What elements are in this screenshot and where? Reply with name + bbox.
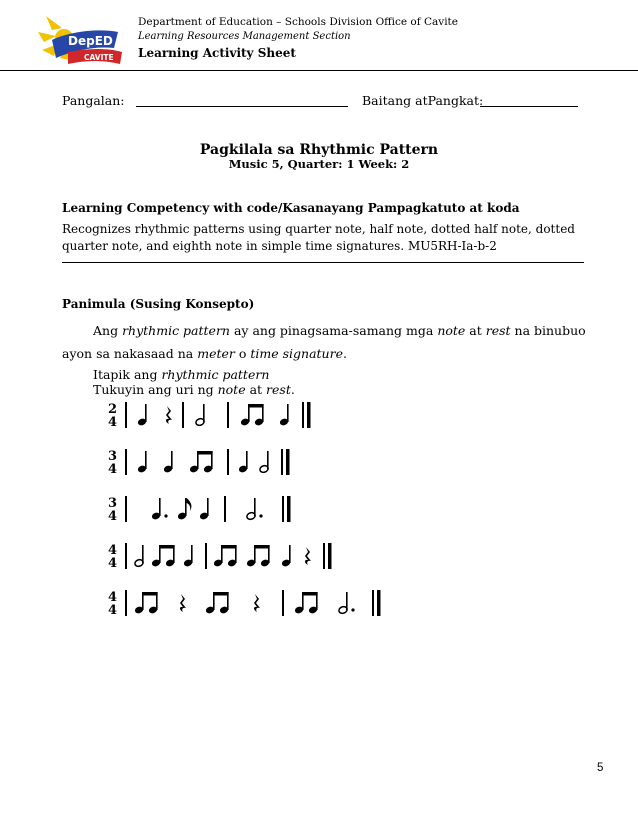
time-signature-top: 3 <box>108 496 118 511</box>
dotted-quarter-note <box>151 498 161 520</box>
barline <box>227 449 229 475</box>
grade-label: Baitang atPangkat: <box>362 93 484 108</box>
barline <box>282 590 284 616</box>
quarter-note <box>183 545 193 567</box>
eighth-note <box>177 498 191 520</box>
rhythm-patterns <box>106 400 406 630</box>
svg-text:DepED: DepED <box>68 34 113 48</box>
barline <box>227 402 229 428</box>
barline <box>125 449 127 475</box>
augmentation-dot <box>259 514 262 517</box>
text-run: note <box>217 382 246 397</box>
eighth-note-pair <box>294 592 318 614</box>
barline <box>182 402 184 428</box>
quarter-note <box>137 451 147 473</box>
quarter-note <box>163 451 173 473</box>
dotted-half-note <box>338 592 348 614</box>
text-run: at <box>465 323 486 338</box>
text-run: rhythmic pattern <box>161 367 270 382</box>
final-barline-thin <box>372 590 374 616</box>
time-signature-top: 4 <box>108 543 118 558</box>
name-label: Pangalan: <box>62 93 125 108</box>
name-field[interactable] <box>136 106 348 107</box>
text-run: ay ang pinagsama-samang mga <box>229 323 438 338</box>
final-barline-thick <box>307 402 311 428</box>
text-run: rhythmic pattern <box>122 323 230 338</box>
eighth-note-pair <box>151 545 175 567</box>
barline <box>205 543 207 569</box>
final-barline-thick <box>328 543 332 569</box>
half-note <box>195 404 205 426</box>
text-run: na binubuo <box>510 323 586 338</box>
text-run: Itapik ang <box>93 367 162 382</box>
panimula-paragraph-line1 <box>93 323 586 338</box>
deped-cavite-logo <box>38 14 130 66</box>
competency-text: Recognizes rhythmic patterns using quarter note, half note, dotted half note, dotted quarter note, and eighth note in simple time signatures. MU5RH-Ia-b-2 <box>62 222 575 253</box>
time-signature-bottom: 4 <box>108 556 118 571</box>
rhythm-line-5 <box>108 590 381 618</box>
eighth-note-pair <box>240 404 264 426</box>
panimula-heading: Panimula (Susing Konsepto) <box>62 297 255 311</box>
rhythm-line-4 <box>108 543 332 571</box>
text-run: Ang <box>93 323 123 338</box>
time-signature-bottom: 4 <box>108 415 118 430</box>
quarter-rest <box>254 594 260 612</box>
quarter-note <box>279 404 289 426</box>
page-number: 5 <box>597 762 604 774</box>
text-run: ayon sa nakasaad na <box>62 346 198 361</box>
barline <box>224 496 226 522</box>
augmentation-dot <box>164 514 167 517</box>
final-barline-thin <box>282 496 284 522</box>
eighth-note-pair <box>134 592 158 614</box>
page-title: Pagkilala sa Rhythmic Pattern <box>199 142 439 158</box>
quarter-note <box>199 498 209 520</box>
final-barline-thin <box>323 543 325 569</box>
dotted-half-note <box>246 498 256 520</box>
time-signature-bottom: 4 <box>108 462 118 477</box>
eighth-note-pair <box>189 451 213 473</box>
quarter-note <box>137 404 147 426</box>
quarter-rest <box>180 594 186 612</box>
final-barline-thick <box>287 496 291 522</box>
header-divider <box>0 70 638 71</box>
text-run: o <box>234 346 251 361</box>
text-run: note <box>437 323 466 338</box>
final-barline-thick <box>377 590 381 616</box>
section-name: Learning Resources Management Section <box>138 31 351 42</box>
rhythm-line-3 <box>108 496 291 524</box>
grade-field[interactable] <box>480 106 578 107</box>
eighth-note-pair <box>246 545 270 567</box>
rhythm-line-2 <box>108 449 290 477</box>
text-run: . <box>342 346 347 361</box>
text-run: at <box>245 382 267 397</box>
quarter-rest <box>166 406 172 424</box>
department-name: Department of Education – Schools Division Office of Cavite <box>138 16 458 28</box>
time-signature-bottom: 4 <box>108 509 118 524</box>
svg-text:CAVITE: CAVITE <box>84 53 114 62</box>
panimula-paragraph-line2 <box>62 346 347 361</box>
barline <box>125 402 127 428</box>
time-signature-top: 3 <box>108 449 118 464</box>
instruction-identify <box>93 382 295 397</box>
quarter-rest <box>305 547 311 565</box>
text-run: Tukuyin ang uri ng <box>93 382 218 397</box>
competency-divider <box>62 262 584 263</box>
quarter-note <box>238 451 248 473</box>
barline <box>125 543 127 569</box>
half-note <box>259 451 269 473</box>
quarter-note <box>281 545 291 567</box>
text-run: . <box>290 382 295 397</box>
page-subtitle: Music 5, Quarter: 1 Week: 2 <box>228 157 410 171</box>
time-signature-top: 2 <box>108 402 118 417</box>
time-signature-top: 4 <box>108 590 118 605</box>
final-barline-thin <box>302 402 304 428</box>
sheet-title: Learning Activity Sheet <box>138 46 296 60</box>
rhythm-line-1 <box>108 402 311 430</box>
competency-heading: Learning Competency with code/Kasanayang Pampagkatuto at koda <box>62 201 520 215</box>
augmentation-dot <box>351 608 354 611</box>
final-barline-thin <box>281 449 283 475</box>
text-run: time signature <box>250 346 343 361</box>
half-note <box>134 545 144 567</box>
instruction-tap <box>93 367 269 382</box>
text-run: meter <box>197 346 235 361</box>
eighth-note-pair <box>205 592 229 614</box>
eighth-note-pair <box>213 545 237 567</box>
barline <box>125 590 127 616</box>
final-barline-thick <box>286 449 290 475</box>
time-signature-bottom: 4 <box>108 603 118 618</box>
text-run: rest <box>485 323 511 338</box>
text-run: rest <box>266 382 291 397</box>
barline <box>125 496 127 522</box>
